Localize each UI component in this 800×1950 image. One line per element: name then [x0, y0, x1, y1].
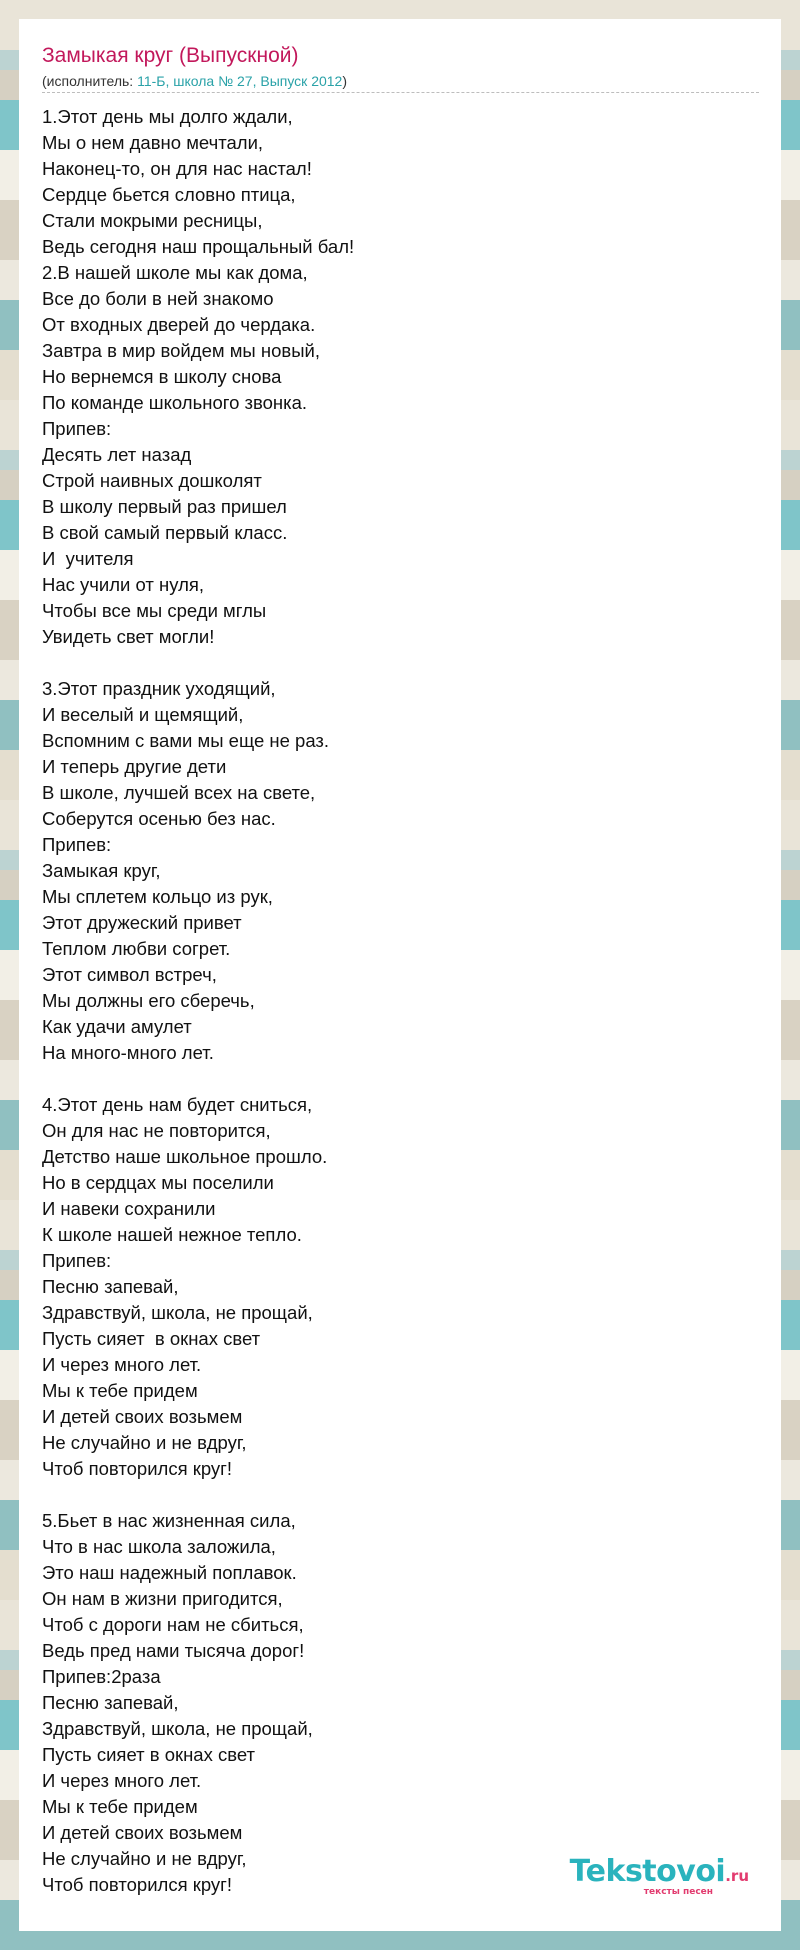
performer-line: [42, 72, 347, 90]
divider: [42, 92, 759, 93]
logo-name: Tekstovoi: [569, 1854, 726, 1889]
song-title: Замыкая круг (Выпускной): [42, 44, 299, 67]
logo-wordmark: [569, 1854, 749, 1889]
performer-prefix: (исполнитель:: [42, 73, 138, 89]
site-logo[interactable]: [569, 1854, 749, 1897]
song-card: [19, 19, 781, 1931]
performer-suffix: ): [342, 73, 348, 89]
logo-tld: .ru: [725, 1867, 749, 1885]
song-lyrics: 1.Этот день мы долго ждали, Мы о нем давно мечтали, Наконец-то, он для нас настал! Сердце бьется словно птица, Стали мокрыми ресницы, Ведь сегодня наш прощальный бал! 2.В нашей школе мы как дома, Все до боли в ней знакомо От входных дверей до чердака. Завтра в мир войдем мы новый, Но вернемся в школу снова По команде школьного звонка. Припев: Десять лет назад Строй наивных дошколят В школу первый раз пришел В свой самый первый класс. И учителя Нас учили от нуля, Чтобы все мы среди мглы Увидеть свет могли! 3.Этот праздник уходящий, И веселый и щемящий, Вспомним с вами мы еще не раз. И теперь другие дети В школе, лучшей всех на свете, Соберутся осенью без нас. Припев: Замыкая круг, Мы сплетем кольцо из рук, Этот дружеский привет Теплом любви согрет. Этот символ встреч, Мы должны его сберечь, Как удачи амулет На много-много лет. 4.Этот день нам будет сниться, Он для нас не повторится, Детство наше школьное прошло. Но в сердцах мы поселили И навеки сохранили К школе нашей нежное тепло. Припев: Песню запевай, Здравствуй, школа, не прощай, Пусть сияет в окнах свет И через много лет. Мы к тебе придем И детей своих возьмем Не случайно и не вдруг, Чтоб повторился круг! 5.Бьет в нас жизненная сила, Что в нас школа заложила, Это наш надежный поплавок. Он нам в жизни пригодится, Чтоб с дороги нам не сбиться, Ведь пред нами тысяча дорог! Припев:2раза Песню запевай, Здравствуй, школа, не прощай, Пусть сияет в окнах свет И через много лет. Мы к тебе придем И детей своих возьмем Не случайно и не вдруг, Чтоб повторился круг!: [42, 106, 355, 1895]
logo-tagline: тексты песен: [643, 1887, 713, 1897]
performer-link[interactable]: 11-Б, школа № 27, Выпуск 2012: [137, 73, 343, 89]
